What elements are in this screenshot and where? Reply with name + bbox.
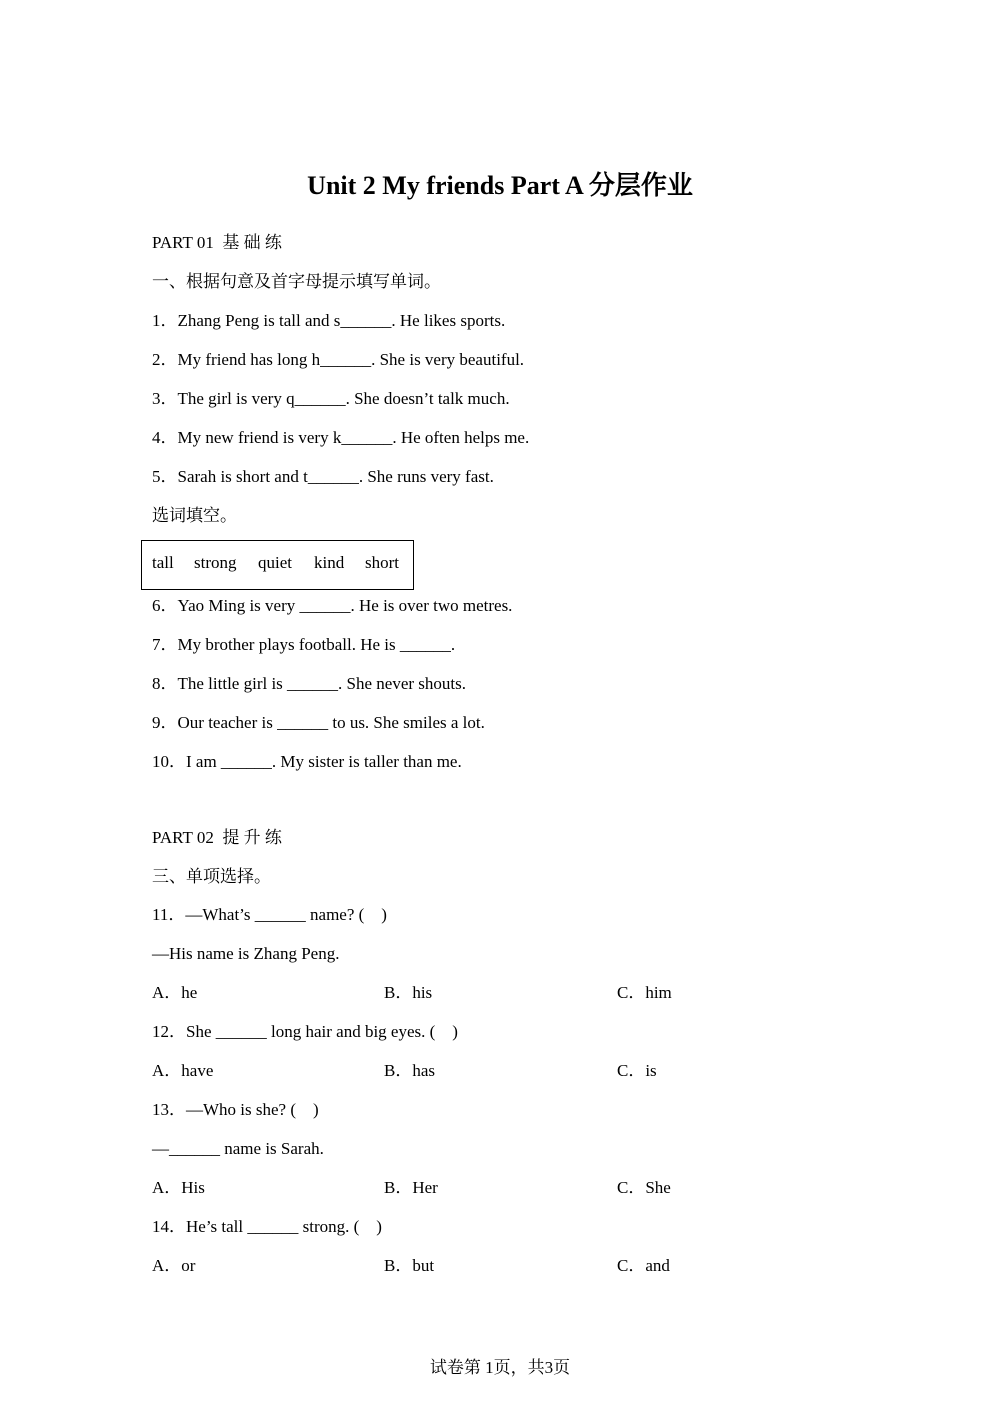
- part-02-heading: PART 02 提 升 练: [152, 828, 282, 847]
- word-bank-item: kind: [314, 553, 345, 572]
- part-01-heading: PART 01 基 础 练: [152, 233, 282, 252]
- question-13-stem: 13．—Who is she? ( ): [152, 1100, 319, 1119]
- option-a: A．His: [152, 1178, 205, 1197]
- question-14-stem: 14．He’s tall ______ strong. ( ): [152, 1217, 382, 1236]
- section-2-instruction: 选词填空。: [152, 506, 237, 525]
- page-title: Unit 2 My friends Part A 分层作业: [307, 171, 693, 200]
- question-1: 1．Zhang Peng is tall and s______. He likes sports.: [152, 311, 506, 330]
- option-c: C．him: [617, 983, 672, 1002]
- question-3: 3．The girl is very q______. She doesn’t talk much.: [152, 389, 510, 408]
- option-c: C．is: [617, 1061, 657, 1080]
- question-2: 2．My friend has long h______. She is very beautiful.: [152, 350, 525, 369]
- word-bank-box: [141, 540, 414, 590]
- option-a: A．he: [152, 983, 198, 1002]
- question-10: 10．I am ______. My sister is taller than me.: [152, 752, 462, 771]
- question-13-reply: —______ name is Sarah.: [152, 1139, 324, 1158]
- page-footer: 试卷第 1页，共3页: [429, 1358, 571, 1377]
- option-b: B．his: [384, 983, 433, 1002]
- option-a: A．have: [152, 1061, 214, 1080]
- option-c: C．and: [617, 1256, 670, 1275]
- question-11-reply: —His name is Zhang Peng.: [152, 944, 340, 963]
- option-b: B．has: [384, 1061, 435, 1080]
- option-c: C．She: [617, 1178, 671, 1197]
- question-9: 9．Our teacher is ______ to us. She smiles a lot.: [152, 713, 485, 732]
- option-b: B．Her: [384, 1178, 438, 1197]
- word-bank-item: quiet: [258, 553, 292, 572]
- section-3-instruction: 三、单项选择。: [152, 867, 271, 886]
- section-1-instruction: 一、根据句意及首字母提示填写单词。: [152, 272, 441, 291]
- question-8: 8．The little girl is ______. She never shouts.: [152, 674, 466, 693]
- word-bank-item: tall: [152, 553, 174, 572]
- question-4: 4．My new friend is very k______. He often helps me.: [152, 428, 530, 447]
- option-b: B．but: [384, 1256, 435, 1275]
- question-6: 6．Yao Ming is very ______. He is over two metres.: [152, 596, 513, 615]
- question-12-stem: 12．She ______ long hair and big eyes. ( ): [152, 1022, 458, 1041]
- option-a: A．or: [152, 1256, 196, 1275]
- word-bank-item: short: [365, 553, 399, 572]
- question-11-stem: 11．—What’s ______ name? ( ): [152, 905, 387, 924]
- question-5: 5．Sarah is short and t______. She runs very fast.: [152, 467, 494, 486]
- word-bank-item: strong: [194, 553, 237, 572]
- question-7: 7．My brother plays football. He is ______.: [152, 635, 456, 654]
